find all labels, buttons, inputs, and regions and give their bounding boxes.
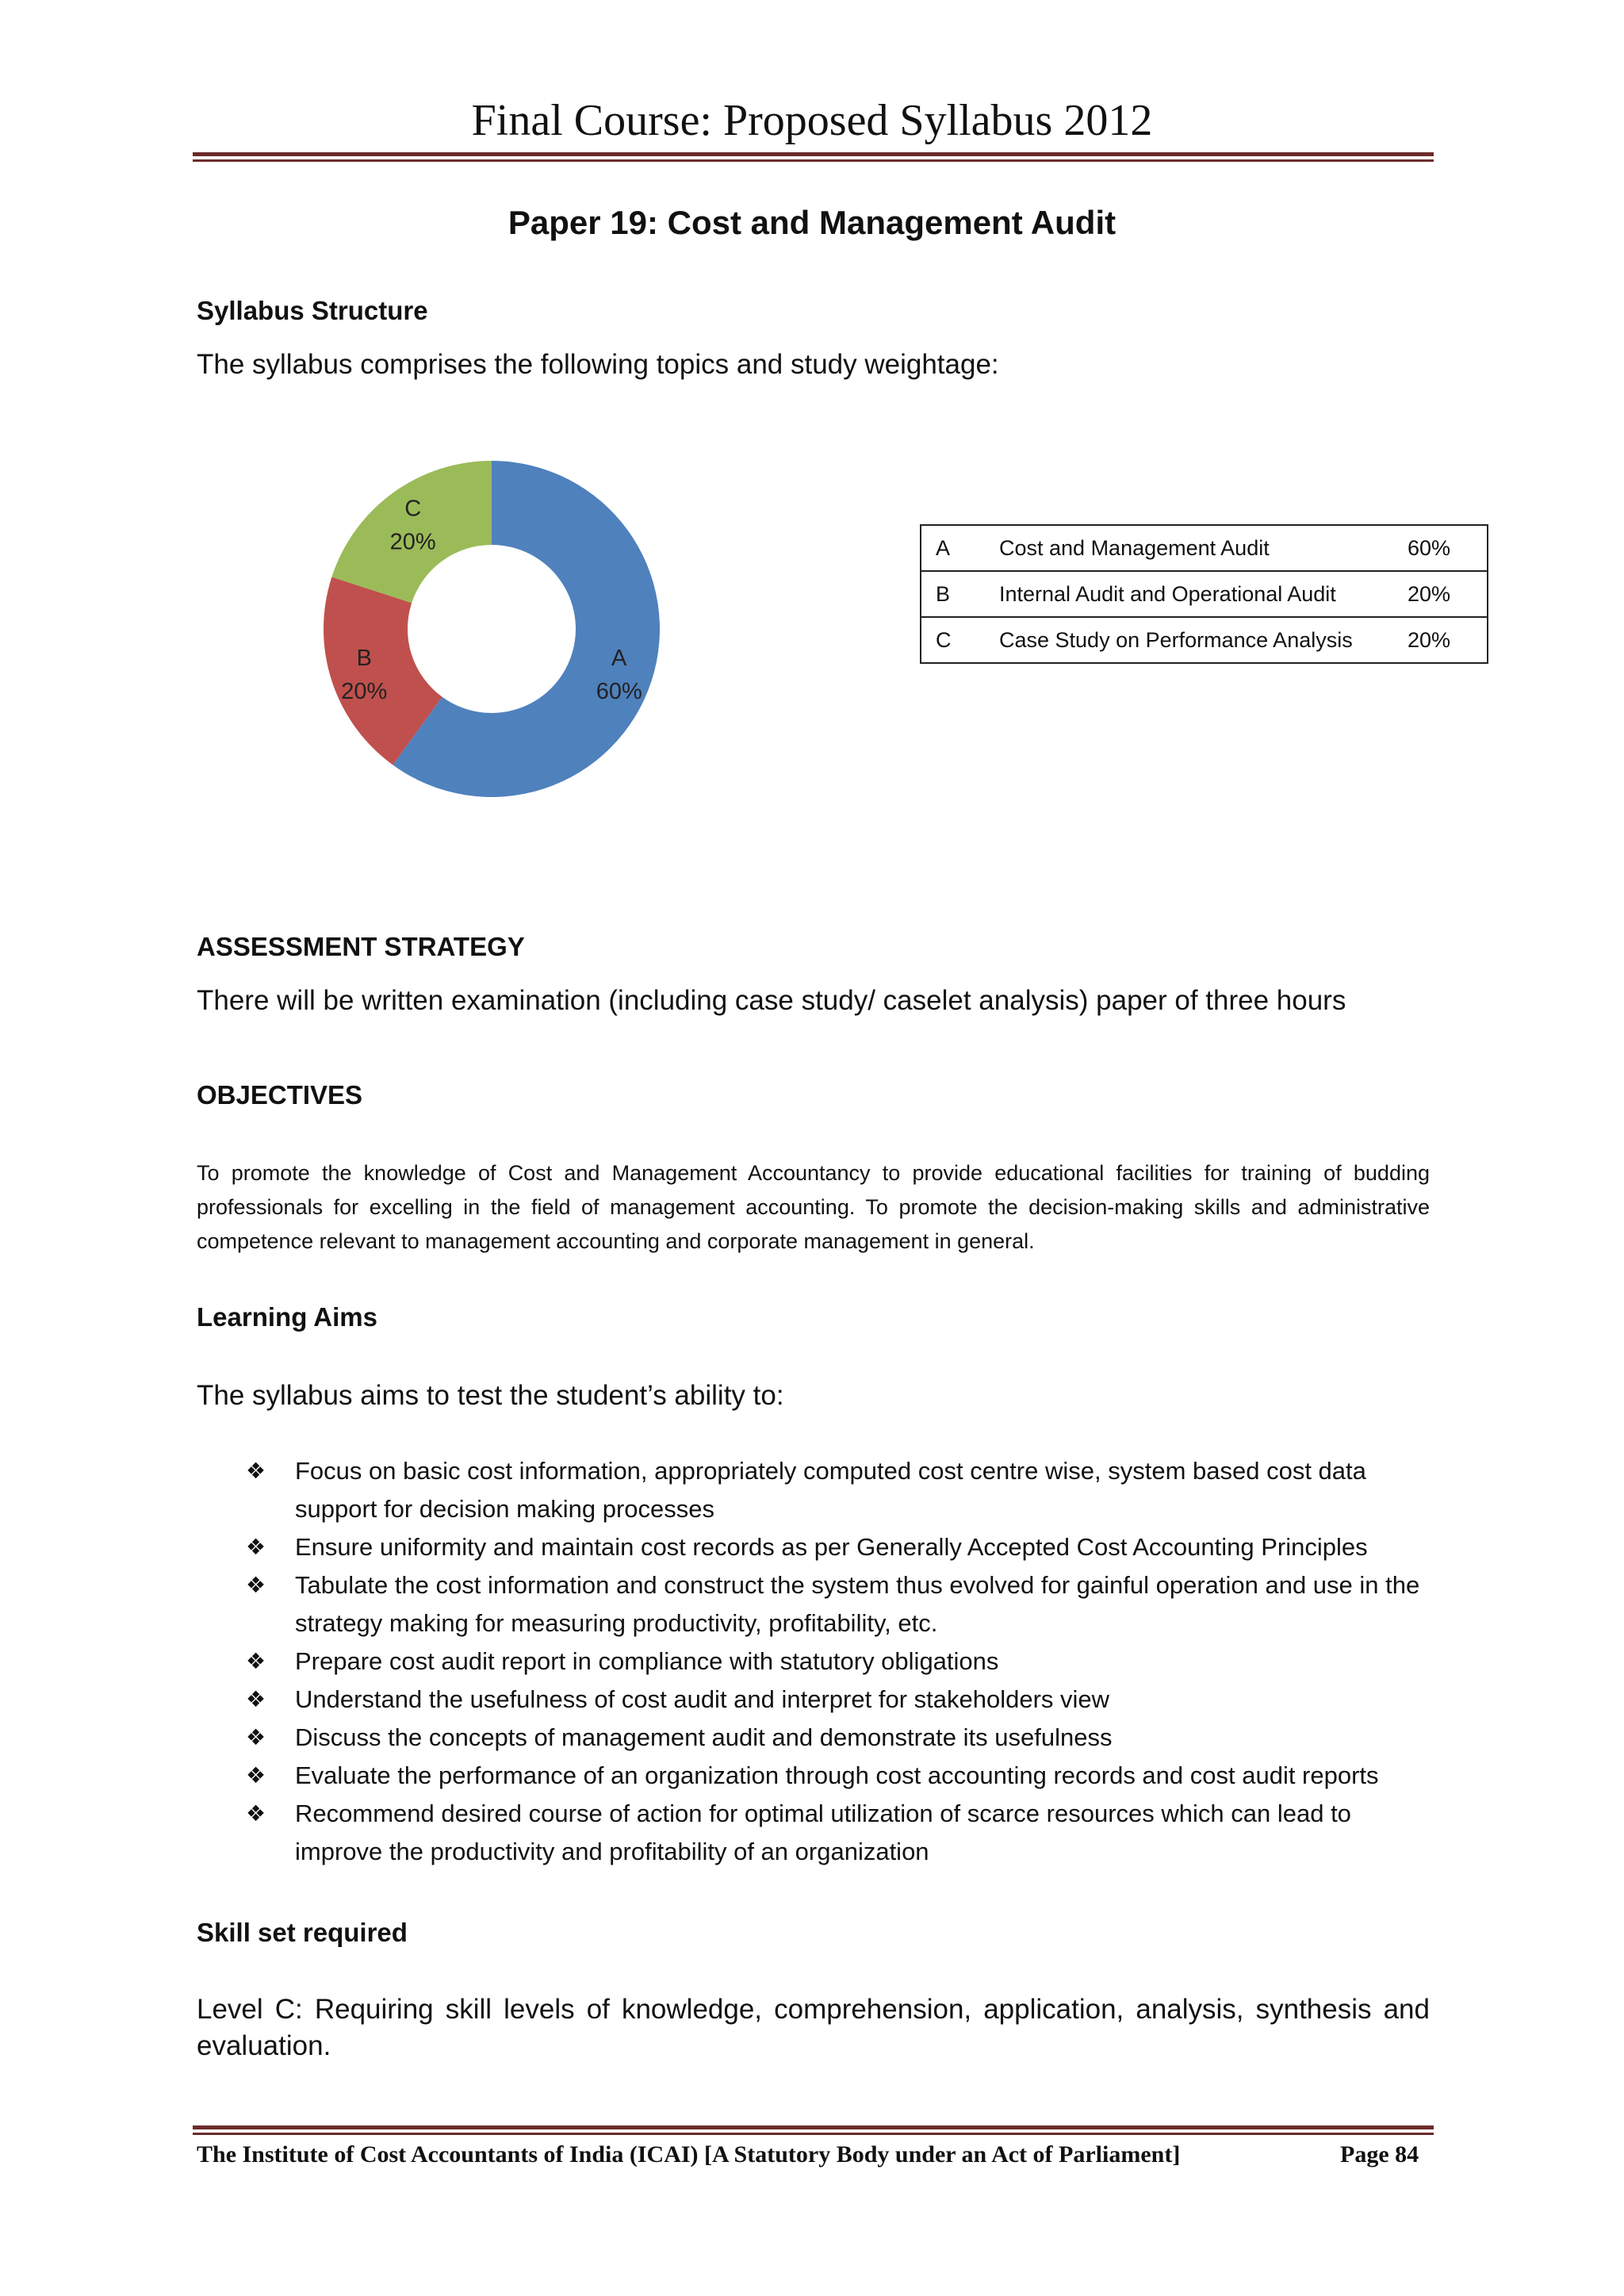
row-weight: 20% bbox=[1393, 571, 1488, 617]
chart-slice-label: A bbox=[611, 646, 627, 672]
footer-rule bbox=[193, 2125, 1434, 2129]
row-weight: 20% bbox=[1393, 617, 1488, 663]
weightage-table bbox=[920, 524, 1488, 664]
header-rule bbox=[193, 152, 1434, 156]
row-code: C bbox=[921, 617, 985, 663]
assessment-text: There will be written examination (including case study/ caselet analysis) paper of three hours bbox=[197, 985, 1346, 1016]
list-item bbox=[246, 1528, 1435, 1566]
list-item-text: Understand the usefulness of cost audit and interpret for stakeholders view bbox=[295, 1685, 1110, 1713]
syllabus-structure-intro: The syllabus comprises the following topics and study weightage: bbox=[197, 349, 999, 380]
list-item bbox=[246, 1795, 1435, 1871]
row-code: B bbox=[921, 571, 985, 617]
chart-slice-value-label: 20% bbox=[341, 679, 388, 705]
footer-rule-secondary bbox=[193, 2133, 1434, 2135]
learning-aims-heading: Learning Aims bbox=[197, 1302, 377, 1332]
list-item-text: Discuss the concepts of management audit and demonstrate its usefulness bbox=[295, 1723, 1113, 1751]
chart-slice-label: B bbox=[356, 646, 372, 672]
footer-institute: The Institute of Cost Accountants of India (ICAI) [A Statutory Body under an Act of Parliament] bbox=[197, 2141, 1181, 2168]
objectives-text: To promote the knowledge of Cost and Management Accountancy to provide educational facilities for training of budding professionals for excelling in the field of management accounting. To promote the decision-making skills and administrative competence relevant to management accounting and corporate management in general. bbox=[197, 1161, 1430, 1253]
list-item-text: Evaluate the performance of an organization through cost accounting records and cost audit reports bbox=[295, 1761, 1379, 1789]
row-topic: Case Study on Performance Analysis bbox=[985, 617, 1393, 663]
diamond-bullet-icon: ❖ bbox=[246, 1800, 266, 1826]
diamond-bullet-icon: ❖ bbox=[246, 1686, 266, 1712]
learning-aims-intro: The syllabus aims to test the student’s ability to: bbox=[197, 1380, 784, 1411]
row-weight: 60% bbox=[1393, 525, 1488, 571]
table-row bbox=[921, 571, 1488, 617]
list-item bbox=[246, 1642, 1435, 1681]
skill-set-text: Level C: Requiring skill levels of knowledge, comprehension, application, analysis, synthesis and evaluation. bbox=[197, 1994, 1430, 2061]
diamond-bullet-icon: ❖ bbox=[246, 1724, 266, 1750]
list-item bbox=[246, 1719, 1435, 1757]
list-item-text: Prepare cost audit report in compliance with statutory obligations bbox=[295, 1647, 999, 1675]
learning-aims-list bbox=[246, 1452, 1435, 1871]
list-item bbox=[246, 1452, 1435, 1528]
diamond-bullet-icon: ❖ bbox=[246, 1762, 266, 1788]
syllabus-structure-heading: Syllabus Structure bbox=[197, 296, 428, 325]
list-item-text: Recommend desired course of action for optimal utilization of scarce resources which can lead to improve the productivity and profitability of an organization bbox=[295, 1800, 1351, 1865]
objectives-heading: OBJECTIVES bbox=[197, 1080, 363, 1110]
chart-slice-value-label: 60% bbox=[596, 679, 642, 705]
footer-page-number: Page 84 bbox=[1340, 2141, 1419, 2168]
table-row bbox=[921, 525, 1488, 571]
diamond-bullet-icon: ❖ bbox=[246, 1458, 266, 1484]
row-topic: Internal Audit and Operational Audit bbox=[985, 571, 1393, 617]
diamond-bullet-icon: ❖ bbox=[246, 1534, 266, 1560]
skill-set-heading: Skill set required bbox=[197, 1918, 408, 1947]
list-item bbox=[246, 1757, 1435, 1795]
weightage-doughnut-chart bbox=[301, 444, 682, 825]
chart-slice-label: C bbox=[404, 496, 422, 522]
diamond-bullet-icon: ❖ bbox=[246, 1648, 266, 1674]
table-row bbox=[921, 617, 1488, 663]
paper-title: Paper 19: Cost and Management Audit bbox=[508, 204, 1116, 241]
assessment-heading: ASSESSMENT STRATEGY bbox=[197, 932, 525, 961]
list-item-text: Focus on basic cost information, appropriately computed cost centre wise, system based cost data support for decision making processes bbox=[295, 1457, 1366, 1523]
page-header-title: Final Course: Proposed Syllabus 2012 bbox=[471, 96, 1153, 145]
chart-slice-value-label: 20% bbox=[389, 529, 436, 555]
list-item-text: Ensure uniformity and maintain cost records as per Generally Accepted Cost Accounting Principles bbox=[295, 1533, 1368, 1561]
list-item-text: Tabulate the cost information and construct the system thus evolved for gainful operation and use in the strategy making for measuring productivity, profitability, etc. bbox=[295, 1571, 1420, 1637]
row-topic: Cost and Management Audit bbox=[985, 525, 1393, 571]
row-code: A bbox=[921, 525, 985, 571]
list-item bbox=[246, 1681, 1435, 1719]
diamond-bullet-icon: ❖ bbox=[246, 1572, 266, 1598]
list-item bbox=[246, 1566, 1435, 1642]
header-rule-secondary bbox=[193, 159, 1434, 162]
